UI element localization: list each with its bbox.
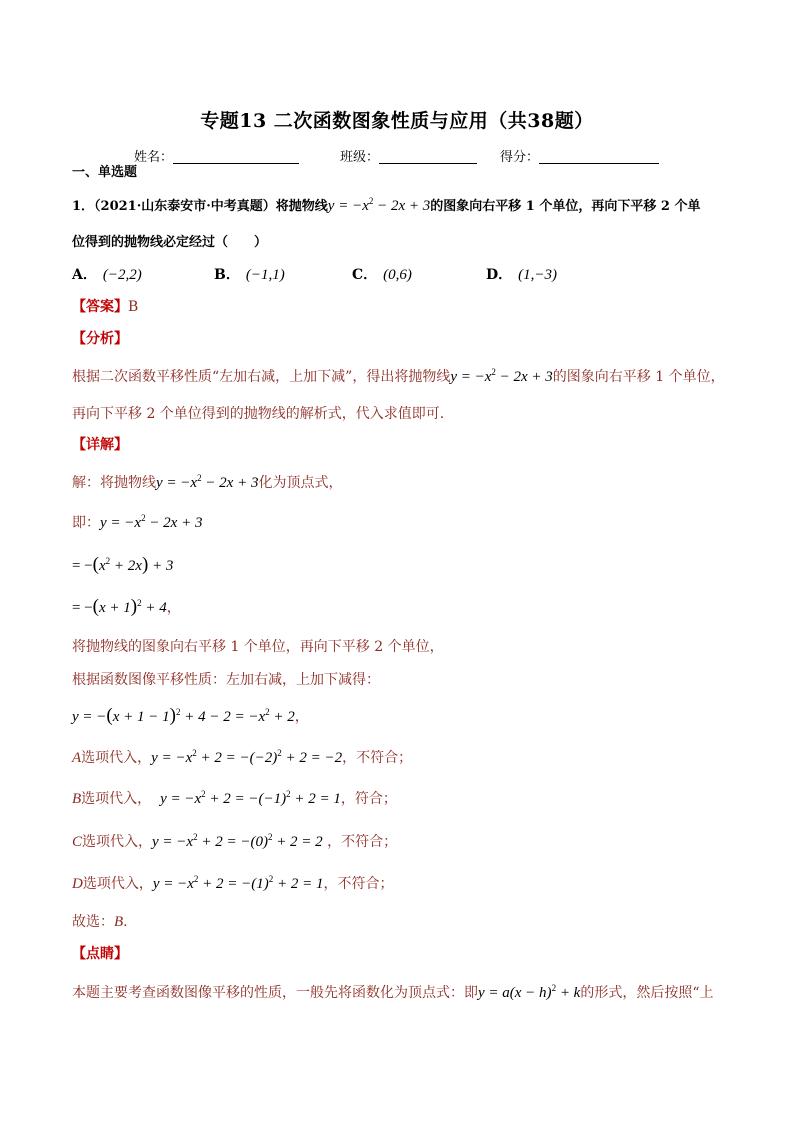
stem-equation: $y = -x^2 - 2x + 3$ [327,196,431,214]
conclusion [72,912,128,932]
comment-text-2: 的形式，然后按照“上 [580,985,714,1001]
detail-line-2 [72,513,202,533]
check-b-equation: $y = -x^2 + 2 = -(-1)^2 + 2 = 1$ [160,789,341,807]
detail-line-4 [72,597,181,618]
option-b-value: (−1,1) [245,267,285,283]
question-source: （2021·山东泰安市·中考真题） [94,199,276,214]
check-b-letter: B [72,791,82,807]
name-blank[interactable] [173,149,299,164]
check-d [72,874,394,894]
detail-equation-2: $y = -x^2 - 2x + 3$ [100,513,203,531]
conclusion-prefix: 故选： [72,914,114,930]
check-d-text: 选项代入， [82,876,153,892]
section-heading: 一、单选题 [72,165,138,180]
answer-row [72,297,138,317]
name-label: 姓名： [134,150,174,165]
class-blank[interactable] [379,149,477,164]
detail-equation-4: = $-(x + 1)^2 + 4$ [72,596,167,617]
comment-text: 本题主要考查函数图像平移的性质，一般先将函数化为顶点式：即 [72,985,478,1001]
answer-label: 【答案】 [72,299,128,315]
class-label: 班级： [340,150,380,165]
check-d-letter: D [72,876,83,892]
comment-line [72,983,714,1003]
check-c-result: ，不符合； [327,834,398,850]
check-c-letter: C [72,834,83,850]
stem-text-2: 的图象向右平移 1 个单位，再向下平移 2 个单 [430,199,701,214]
detail-equation-1: $y = -x^2 - 2x + 3$ [156,473,259,491]
detail-equation-3: = $-(x^2 + 2x) + 3$ [72,554,174,575]
detail-line-6: 根据函数图像平移性质：左加右减，上加下减得： [72,672,380,688]
check-d-result: ，不符合； [323,876,394,892]
answer-value: B [128,299,139,315]
page-title: 专题13 二次函数图象性质与应用（共38题） [200,110,594,132]
analysis-line-1 [72,367,725,387]
score-blank[interactable] [539,149,659,164]
option-a-value: (−2,2) [102,267,142,283]
question-number: 1． [72,199,95,214]
question-stem [72,196,700,217]
conclusion-value: B [114,914,124,930]
detail-text: 解：将抛物线 [72,475,156,491]
detail-line-3 [72,555,173,576]
analysis-line-2: 再向下平移 2 个单位得到的抛物线的解析式，代入求值即可. [72,406,445,422]
option-d-value: (1,−3) [518,267,558,283]
analysis-text-2: 的图象向右平移 1 个单位， [552,369,725,385]
question-stem-line2: 位得到的抛物线必定经过（ ） [72,235,268,250]
check-a [72,748,412,768]
analysis-equation: $y = -x^2 - 2x + 3$ [450,367,553,385]
check-c-equation: $y = -x^2 + 2 = -(0)^2 + 2 = 2$ [152,832,323,850]
stem-text: 将抛物线 [275,199,328,214]
check-b-text: 选项代入， [81,791,152,807]
detail-equation-7: $y = -(x + 1 - 1)^2 + 4 - 2 = -x^2 + 2$ [72,705,295,726]
detail-line-5: 将抛物线的图象向右平移 1 个单位，再向下平移 2 个单位， [72,639,444,655]
check-a-text: 选项代入， [81,750,152,766]
detail-suffix: ， [166,600,181,616]
detail-line-7 [72,706,309,727]
option-d[interactable] [486,264,557,284]
check-c-text: 选项代入， [82,834,153,850]
name-field[interactable] [134,146,299,165]
detail-suffix-7: ， [294,709,309,725]
class-field[interactable] [340,146,477,165]
check-b [72,789,397,809]
option-c-value: (0,6) [383,267,412,283]
check-c [72,832,397,852]
check-b-result: ，符合； [340,791,397,807]
check-a-letter: A [72,750,82,766]
option-c-label: C． [352,267,378,283]
analysis-label: 【分析】 [72,331,128,347]
analysis-text: 根据二次函数平移性质“左加右减，上加下减”，得出将抛物线 [72,369,451,385]
check-a-equation: $y = -x^2 + 2 = -(-2)^2 + 2 = -2$ [151,748,343,766]
option-b[interactable] [214,264,285,284]
option-a-label: A． [72,267,97,283]
check-a-result: ，不符合； [342,750,413,766]
conclusion-suffix: . [123,914,128,930]
detail-text-2: 化为顶点式， [258,475,343,491]
comment-label: 【点睛】 [72,946,128,962]
detail-label: 【详解】 [72,437,128,453]
score-label: 得分： [500,150,540,165]
option-b-label: B． [214,267,240,283]
detail-line-1 [72,473,342,493]
option-d-label: D． [486,267,513,283]
comment-equation: $y = a(x - h)^2 + k$ [478,983,581,1001]
detail-prefix: 即： [72,515,100,531]
check-d-equation: $y = -x^2 + 2 = -(1)^2 + 2 = 1$ [152,874,324,892]
option-c[interactable] [352,264,412,284]
score-field[interactable] [500,146,659,165]
option-a[interactable] [72,264,142,284]
